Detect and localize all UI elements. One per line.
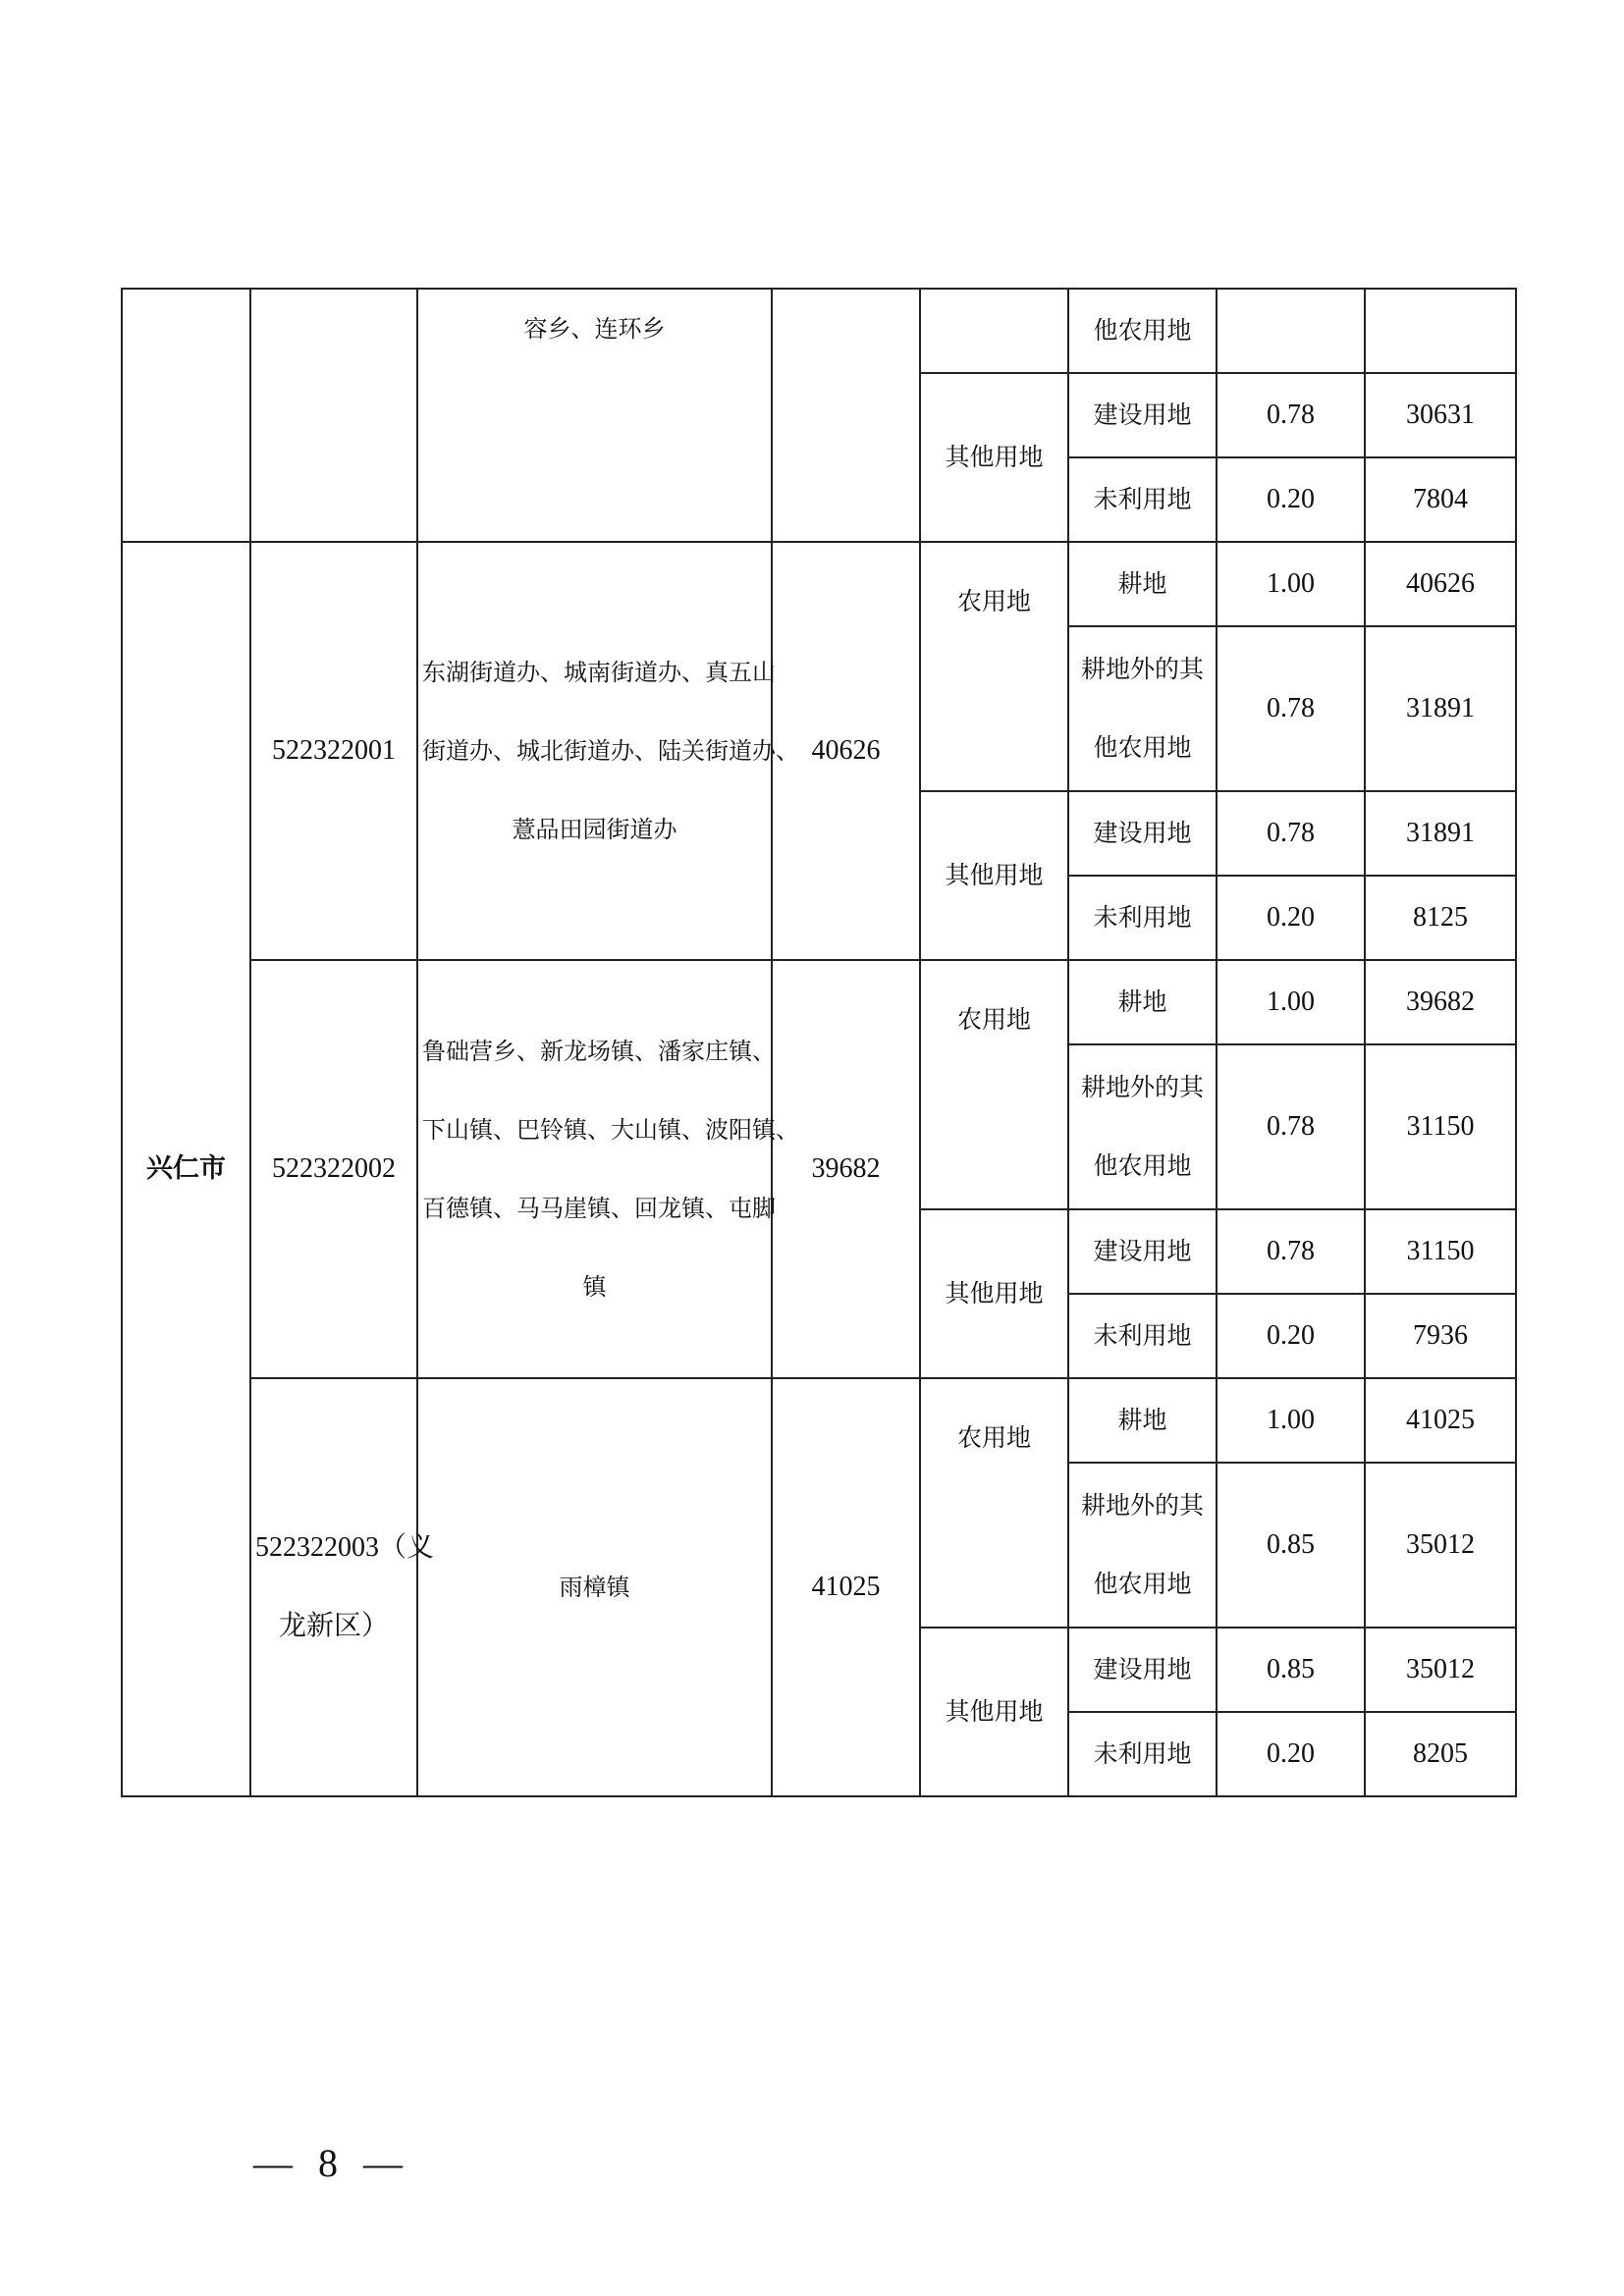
land-type-line: 耕地外的其 — [1080, 1491, 1204, 1520]
price-cell: 7804 — [1365, 457, 1516, 542]
land-category-other: 其他用地 — [920, 373, 1068, 542]
page-number: — 8 — — [253, 2141, 410, 2185]
price-cell: 31891 — [1365, 626, 1516, 791]
zone-code: 522322002 — [272, 1153, 396, 1184]
land-price-table — [121, 288, 1517, 1797]
location-line: 鲁础营乡、新龙场镇、潘家庄镇、 — [422, 1038, 776, 1065]
land-type-line: 他农用地 — [1093, 733, 1192, 762]
zone-code-cell-continued — [250, 289, 417, 542]
land-category-agri: 农用地 — [920, 542, 1068, 791]
table-row — [122, 1378, 1516, 1463]
zone-code-cell — [250, 542, 417, 960]
coefficient-cell: 1.00 — [1217, 960, 1365, 1044]
zone-code-cell — [250, 1378, 435, 1796]
base-price-cell: 40626 — [772, 542, 920, 960]
zone-code-cell — [250, 960, 417, 1378]
coefficient-cell: 0.85 — [1217, 1463, 1365, 1628]
coefficient-cell: 0.20 — [1217, 876, 1365, 960]
zone-code: 522322003（义 — [255, 1532, 435, 1563]
price-cell: 31891 — [1365, 791, 1516, 876]
location-line: 薏品田园街道办 — [512, 816, 677, 843]
location-line: 东湖街道办、城南街道办、真五山 — [422, 659, 776, 686]
location-line: 下山镇、巴铃镇、大山镇、波阳镇、 — [422, 1116, 799, 1144]
coefficient-cell: 0.78 — [1217, 1209, 1365, 1294]
land-type-label: 建设用地 — [1068, 791, 1217, 876]
price-cell: 31150 — [1365, 1209, 1516, 1294]
coefficient-cell: 0.78 — [1217, 1044, 1365, 1209]
location-line: 容乡、连环乡 — [523, 315, 666, 343]
land-type-label: 他农用地 — [1068, 289, 1217, 373]
zone-code: 522322001 — [272, 735, 396, 766]
land-category-agri: 农用地 — [920, 1378, 1068, 1628]
price-cell: 31150 — [1365, 1044, 1516, 1209]
coefficient-cell: 1.00 — [1217, 1378, 1365, 1463]
location-line: 镇 — [582, 1273, 607, 1301]
land-type-label: 耕地 — [1068, 542, 1217, 626]
land-type-label: 未利用地 — [1068, 876, 1217, 960]
land-type-label: 未利用地 — [1068, 1294, 1217, 1378]
price-cell: 39682 — [1365, 960, 1516, 1044]
coefficient-cell: 0.78 — [1217, 373, 1365, 457]
price-cell — [1365, 289, 1516, 373]
base-price-cell: 39682 — [772, 960, 920, 1378]
base-price-cell-continued — [772, 289, 920, 542]
price-cell: 35012 — [1365, 1463, 1516, 1628]
land-category-agri: 农用地 — [920, 960, 1068, 1209]
land-type-line: 他农用地 — [1093, 1570, 1192, 1598]
land-category-other: 其他用地 — [920, 1209, 1068, 1378]
land-type-line: 他农用地 — [1093, 1151, 1192, 1180]
land-category-other: 其他用地 — [920, 791, 1068, 960]
land-type-label: 建设用地 — [1068, 1628, 1217, 1712]
locations-cell-continued — [417, 289, 772, 542]
land-type-label — [1068, 626, 1217, 791]
location-line: 街道办、城北街道办、陆关街道办、 — [422, 737, 799, 765]
land-category-cell-continued — [920, 289, 1068, 373]
land-type-label: 建设用地 — [1068, 373, 1217, 457]
coefficient-cell: 0.20 — [1217, 1712, 1365, 1796]
land-type-label: 未利用地 — [1068, 457, 1217, 542]
land-type-line: 耕地外的其 — [1080, 655, 1204, 683]
coefficient-cell: 0.78 — [1217, 791, 1365, 876]
table-row — [122, 542, 1516, 626]
locations-cell — [417, 542, 799, 960]
price-cell: 30631 — [1365, 373, 1516, 457]
land-type-label: 耕地 — [1068, 1378, 1217, 1463]
price-cell: 35012 — [1365, 1628, 1516, 1712]
land-type-line: 耕地外的其 — [1080, 1073, 1204, 1101]
coefficient-cell: 0.20 — [1217, 1294, 1365, 1378]
location-line: 百德镇、马马崖镇、回龙镇、屯脚 — [422, 1195, 776, 1222]
price-cell: 40626 — [1365, 542, 1516, 626]
location-line: 雨樟镇 — [559, 1574, 630, 1601]
coefficient-cell — [1217, 289, 1365, 373]
price-cell: 8125 — [1365, 876, 1516, 960]
table-row — [122, 960, 1516, 1044]
price-cell: 41025 — [1365, 1378, 1516, 1463]
price-cell: 7936 — [1365, 1294, 1516, 1378]
locations-cell — [417, 960, 799, 1378]
land-type-label: 建设用地 — [1068, 1209, 1217, 1294]
table-row — [122, 289, 1516, 373]
coefficient-cell: 0.78 — [1217, 626, 1365, 791]
land-type-label: 耕地 — [1068, 960, 1217, 1044]
city-name-cell: 兴仁市 — [122, 542, 250, 1796]
price-cell: 8205 — [1365, 1712, 1516, 1796]
land-type-label: 未利用地 — [1068, 1712, 1217, 1796]
coefficient-cell: 0.20 — [1217, 457, 1365, 542]
coefficient-cell: 0.85 — [1217, 1628, 1365, 1712]
land-type-label — [1068, 1044, 1217, 1209]
base-price-cell: 41025 — [772, 1378, 920, 1796]
zone-code: 龙新区） — [278, 1611, 389, 1641]
city-cell-continued — [122, 289, 250, 542]
land-category-other: 其他用地 — [920, 1628, 1068, 1796]
locations-cell — [417, 1378, 772, 1796]
coefficient-cell: 1.00 — [1217, 542, 1365, 626]
land-type-label — [1068, 1463, 1217, 1628]
